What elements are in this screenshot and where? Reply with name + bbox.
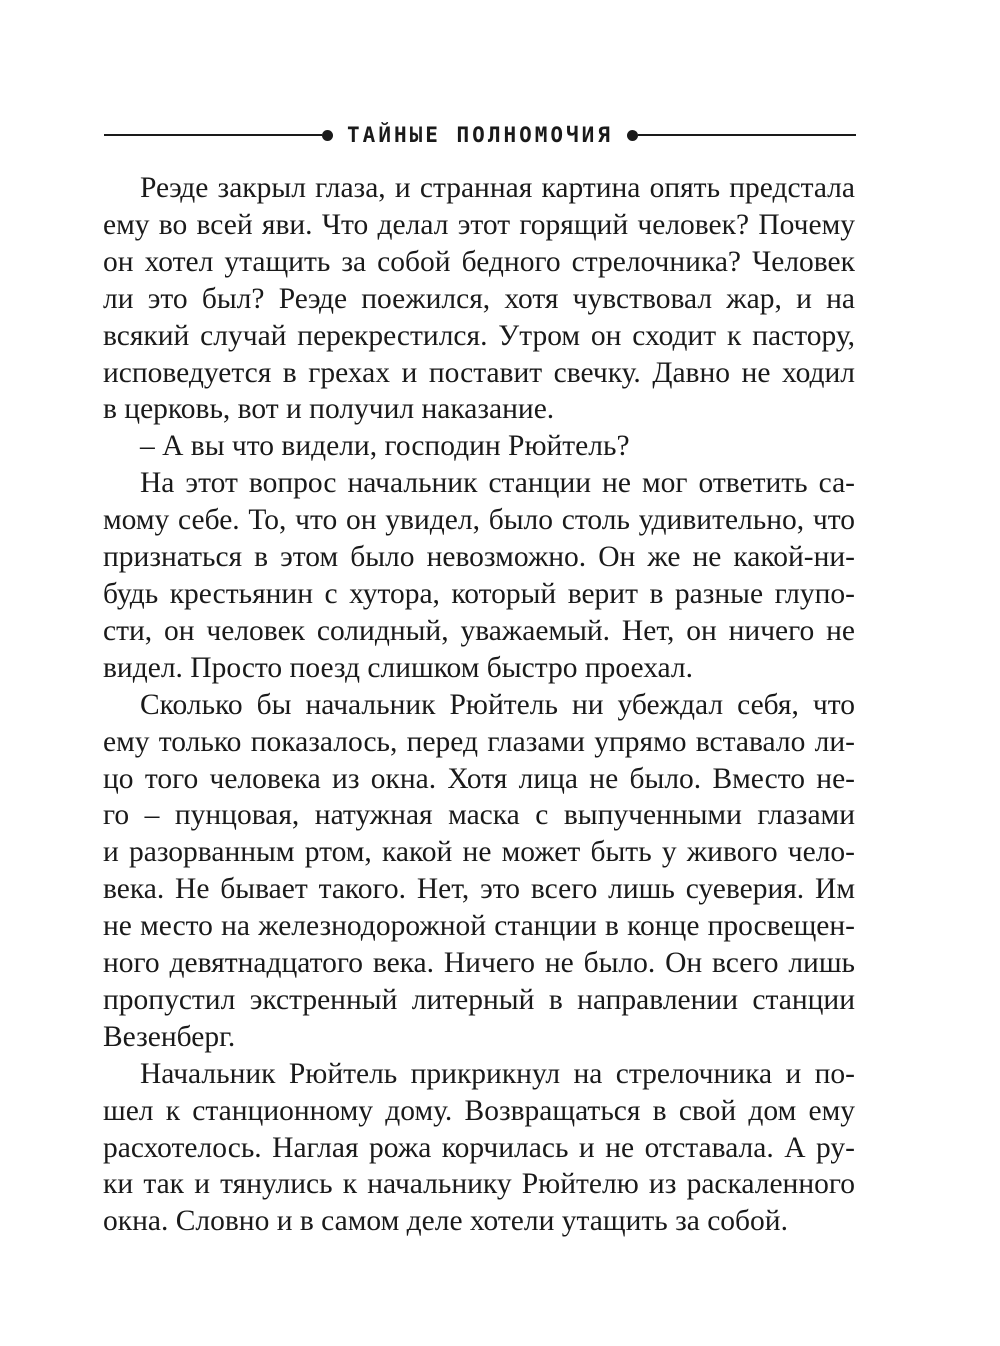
header-bullet-left <box>322 130 333 141</box>
text-line: Сколько бы начальник Рюйтель ни убеждал себя, что <box>140 688 855 721</box>
text-line: ему только показалось, перед глазами упрямо вставало ли- <box>103 725 855 758</box>
text-line: сти, он человек солидный, уважаемый. Нет, он ничего не <box>103 614 855 647</box>
text-line: он хотел утащить за собой бедного стрелочника? Человек <box>103 245 855 278</box>
text-line: ему во всей яви. Что делал этот горящий человек? Почему <box>103 208 855 241</box>
body-text <box>103 170 855 1240</box>
text-line: пропустил экстренный литерный в направлении станции <box>103 983 855 1016</box>
text-line: ли это был? Реэде поежился, хотя чувствовал жар, и на <box>103 282 855 315</box>
text-line: цо того человека из окна. Хотя лица не было. Вместо не- <box>103 762 855 795</box>
header-rule-right <box>638 134 856 136</box>
text-line: не место на железнодорожной станции в конце просвещен- <box>103 910 855 943</box>
paragraph <box>103 1056 855 1241</box>
paragraph <box>103 170 855 428</box>
text-line: признаться в этом было невозможно. Он же не какой-ни- <box>103 541 855 574</box>
header-bullet-right <box>627 130 638 141</box>
text-line: шел к станционному дому. Возвращаться в свой дом ему <box>103 1094 855 1127</box>
text-line: века. Не бывает такого. Нет, это всего лишь суеверия. Им <box>103 873 855 906</box>
text-line: го – пунцовая, натужная маска с выпученными глазами <box>103 799 855 832</box>
text-line: будь крестьянин с хутора, который верит в разные глупо- <box>103 577 855 610</box>
text-line: расхотелось. Наглая рожа корчилась и не отставала. А ру- <box>103 1131 855 1164</box>
text-line: исповедуется в грехах и поставит свечку. Давно не ходил <box>103 356 855 389</box>
text-line: Реэде закрыл глаза, и странная картина опять предстала <box>140 172 855 204</box>
text-line: окна. Словно и в самом деле хотели утащить за собой. <box>103 1205 788 1238</box>
running-header <box>104 115 856 155</box>
text-line: всякий случай перекрестился. Утром он сходит к пастору, <box>103 319 855 352</box>
text-line: ки так и тянулись к начальнику Рюйтелю из раскаленного <box>103 1168 855 1201</box>
text-line: ного девятнадцатого века. Ничего не было. Он всего лишь <box>103 947 855 980</box>
text-line: – А вы что видели, господин Рюйтель? <box>140 430 630 463</box>
header-rule-left <box>104 134 322 136</box>
text-line: мому себе. То, что он увидел, было столь удивительно, что <box>103 504 855 537</box>
paragraph <box>103 465 855 686</box>
text-line: На этот вопрос начальник станции не мог ответить са- <box>140 467 855 500</box>
paragraph <box>103 687 855 1056</box>
text-line: в церковь, вот и получил наказание. <box>103 393 555 426</box>
text-line: Начальник Рюйтель прикрикнул на стрелочника и по- <box>140 1057 855 1090</box>
text-line: Везенберг. <box>103 1020 236 1053</box>
text-line: и разорванным ртом, какой не может быть у живого чело- <box>103 836 855 869</box>
paragraph <box>103 428 855 465</box>
text-line: видел. Просто поезд слишком быстро проехал. <box>103 651 693 684</box>
running-header-title: ТАЙНЫЕ ПОЛНОМОЧИЯ <box>347 123 613 147</box>
